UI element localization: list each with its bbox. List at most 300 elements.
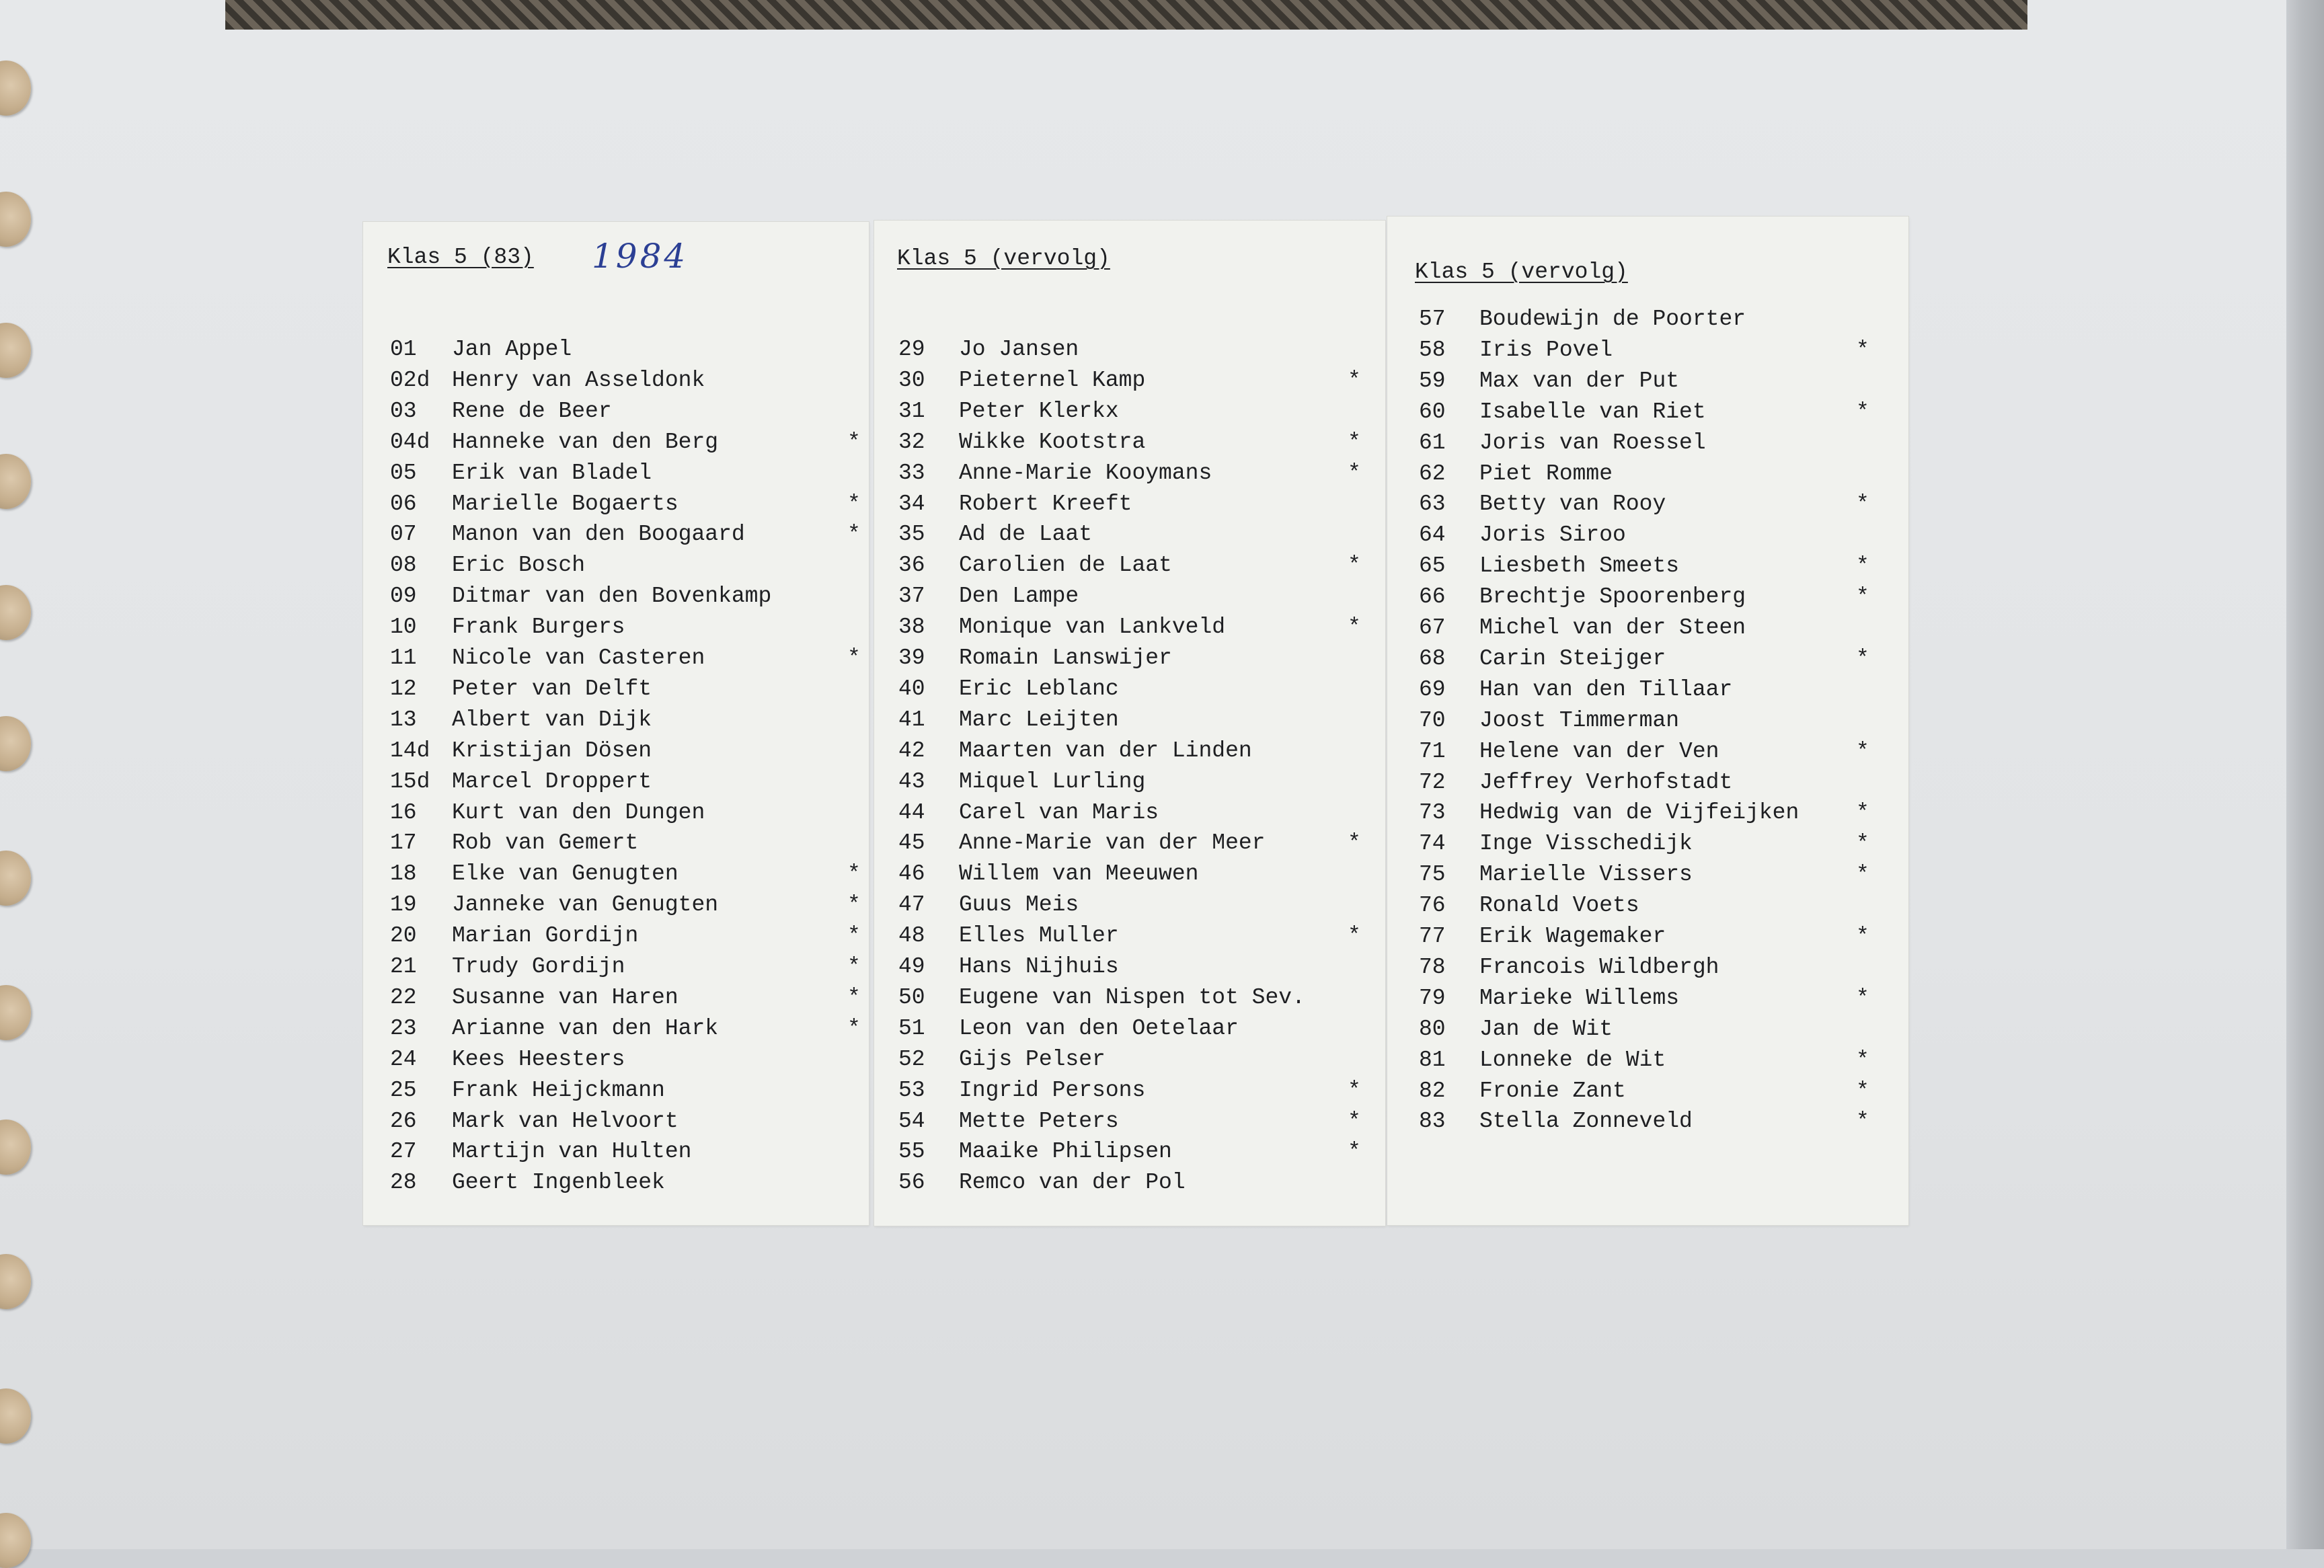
list-item [390, 771, 867, 797]
asterisk-mark: * [1348, 553, 1361, 578]
list-item [390, 369, 867, 396]
list-item [390, 709, 867, 736]
student-number: 28 [390, 1170, 417, 1195]
asterisk-mark: * [1856, 399, 1869, 424]
student-name: Jan de Wit [1479, 1016, 1613, 1042]
list-item [390, 647, 867, 674]
binder-ring [0, 192, 31, 247]
binder-ring [0, 1120, 31, 1175]
student-number: 77 [1419, 924, 1446, 949]
list-item [390, 925, 867, 951]
student-number: 57 [1419, 307, 1446, 331]
student-name: Janneke van Genugten [452, 892, 719, 918]
student-name: Francois Wildbergh [1479, 954, 1719, 980]
student-number: 70 [1419, 707, 1446, 733]
list-item [390, 1079, 867, 1106]
student-name: Piet Romme [1479, 461, 1613, 486]
asterisk-mark: * [847, 522, 861, 547]
asterisk-mark: * [1856, 985, 1869, 1011]
student-number: 01 [390, 337, 417, 362]
list-item [1419, 956, 1876, 983]
asterisk-mark: * [1856, 800, 1869, 826]
student-number: 52 [898, 1046, 925, 1072]
list-item [898, 523, 1368, 550]
student-number: 22 [390, 984, 417, 1010]
student-name: Carolien de Laat [959, 553, 1172, 578]
student-number: 71 [1419, 738, 1446, 764]
list-item [1419, 987, 1876, 1014]
student-name: Peter Klerkx [959, 398, 1119, 424]
student-number: 61 [1419, 430, 1446, 455]
student-name: Frank Burgers [452, 615, 625, 640]
student-number: 56 [898, 1170, 925, 1195]
student-name: Joris van Roessel [1479, 430, 1706, 455]
list-item [898, 678, 1368, 705]
student-number: 23 [390, 1015, 417, 1041]
asterisk-mark: * [847, 923, 861, 949]
binder-ring [0, 851, 31, 906]
student-name: Joris Siroo [1479, 522, 1626, 548]
list-item [390, 832, 867, 859]
student-name: Hanneke van den Berg [452, 429, 719, 455]
list-item [1419, 463, 1876, 489]
asterisk-mark: * [1856, 738, 1869, 764]
student-name: Maarten van der Linden [959, 738, 1252, 763]
list-item [390, 1140, 867, 1167]
student-name: Den Lampe [959, 584, 1079, 609]
list-item [390, 1017, 867, 1044]
student-number: 65 [1419, 553, 1446, 579]
list-item [898, 832, 1368, 859]
asterisk-mark: * [1348, 1108, 1361, 1134]
list-item [1419, 524, 1876, 551]
student-name: Brechtje Spoorenberg [1479, 584, 1746, 610]
student-name: Carel van Maris [959, 799, 1159, 825]
student-number: 39 [898, 645, 925, 670]
student-name: Rene de Beer [452, 398, 612, 424]
student-number: 12 [390, 676, 417, 701]
asterisk-mark: * [1348, 830, 1361, 856]
student-name: Mette Peters [959, 1108, 1119, 1134]
student-number: 43 [898, 769, 925, 794]
list-item [898, 709, 1368, 736]
handwritten-year: 1984 [592, 237, 689, 276]
list-item [898, 863, 1368, 890]
list-item [898, 585, 1368, 612]
student-number: 78 [1419, 954, 1446, 980]
student-number: 67 [1419, 615, 1446, 640]
student-number: 14d [390, 738, 430, 763]
list-item [898, 771, 1368, 797]
list-item [1419, 740, 1876, 767]
asterisk-mark: * [1856, 553, 1869, 579]
student-name: Nicole van Casteren [452, 645, 705, 670]
student-name: Monique van Lankveld [959, 615, 1226, 640]
list-item [898, 1171, 1368, 1198]
student-number: 74 [1419, 831, 1446, 857]
list-item [898, 1140, 1368, 1167]
student-number: 80 [1419, 1016, 1446, 1042]
asterisk-mark: * [847, 984, 861, 1010]
list-item [898, 338, 1368, 365]
list-item [390, 863, 867, 890]
list-item [898, 462, 1368, 489]
student-number: 21 [390, 954, 417, 979]
student-number: 36 [898, 553, 925, 578]
list-item [390, 894, 867, 920]
list-item [390, 1110, 867, 1137]
list-item [390, 616, 867, 643]
student-number: 75 [1419, 862, 1446, 888]
asterisk-mark: * [847, 645, 861, 670]
student-name: Iris Povel [1479, 337, 1613, 362]
student-name: Peter van Delft [452, 676, 652, 701]
list-item [898, 1048, 1368, 1075]
asterisk-mark: * [1856, 924, 1869, 949]
student-name: Marc Leijten [959, 707, 1119, 732]
student-number: 09 [390, 584, 417, 609]
student-name: Willem van Meeuwen [959, 861, 1199, 887]
student-name: Trudy Gordijn [452, 954, 625, 979]
student-name: Arianne van den Hark [452, 1015, 719, 1041]
student-name: Lonneke de Wit [1479, 1047, 1666, 1072]
student-name: Boudewijn de Poorter [1479, 307, 1746, 331]
binder-ring [0, 61, 31, 116]
student-number: 31 [898, 398, 925, 424]
student-name: Marian Gordijn [452, 923, 639, 949]
list-item [1419, 832, 1876, 859]
student-number: 35 [898, 522, 925, 547]
student-number: 19 [390, 892, 417, 918]
student-name: Stella Zonneveld [1479, 1109, 1693, 1134]
student-name: Romain Lanswijer [959, 645, 1172, 670]
student-number: 55 [898, 1139, 925, 1165]
asterisk-mark: * [847, 1015, 861, 1041]
student-name: Ingrid Persons [959, 1077, 1146, 1103]
asterisk-mark: * [847, 429, 861, 455]
list-item [1419, 925, 1876, 952]
student-number: 25 [390, 1077, 417, 1103]
list-item [1419, 801, 1876, 828]
list-item [1419, 1018, 1876, 1045]
student-name: Erik Wagemaker [1479, 924, 1666, 949]
list-item [390, 1171, 867, 1198]
student-number: 63 [1419, 492, 1446, 517]
list-item [390, 585, 867, 612]
student-name: Miquel Lurling [959, 769, 1146, 794]
list-item [898, 400, 1368, 427]
student-number: 81 [1419, 1047, 1446, 1072]
student-name: Ditmar van den Bovenkamp [452, 584, 772, 609]
list-item [898, 801, 1368, 828]
list-item [1419, 339, 1876, 366]
student-number: 38 [898, 615, 925, 640]
student-number: 62 [1419, 461, 1446, 486]
student-number: 41 [898, 707, 925, 732]
student-number: 33 [898, 460, 925, 485]
asterisk-mark: * [1348, 1077, 1361, 1103]
student-number: 59 [1419, 368, 1446, 393]
student-number: 03 [390, 398, 417, 424]
list-item [1419, 894, 1876, 921]
student-name: Rob van Gemert [452, 830, 639, 856]
student-name: Joost Timmerman [1479, 707, 1680, 733]
student-name: Frank Heijckmann [452, 1077, 665, 1103]
student-name: Eric Bosch [452, 553, 586, 578]
student-number: 40 [898, 676, 925, 701]
photo-strip [225, 0, 2027, 30]
student-number: 06 [390, 491, 417, 516]
student-number: 17 [390, 830, 417, 856]
student-number: 79 [1419, 985, 1446, 1011]
binder-ring [0, 985, 31, 1040]
student-name: Marcel Droppert [452, 769, 652, 794]
list-item [898, 369, 1368, 396]
binder-ring [0, 323, 31, 378]
list-item [390, 462, 867, 489]
student-number: 44 [898, 799, 925, 825]
list-item [1419, 1080, 1876, 1107]
student-number: 11 [390, 645, 417, 670]
list-item [898, 894, 1368, 920]
student-name: Jeffrey Verhofstadt [1479, 769, 1733, 795]
student-number: 24 [390, 1046, 417, 1072]
list-item [1419, 863, 1876, 890]
binder-ring [0, 1254, 31, 1309]
student-number: 49 [898, 954, 925, 979]
student-name: Mark van Helvoort [452, 1108, 679, 1134]
student-number: 76 [1419, 893, 1446, 918]
list-item [1419, 308, 1876, 335]
asterisk-mark: * [847, 491, 861, 516]
list-item [898, 955, 1368, 982]
student-name: Leon van den Oetelaar [959, 1015, 1239, 1041]
list-item [1419, 370, 1876, 397]
list-item [390, 801, 867, 828]
list-item [898, 493, 1368, 520]
binder-ring [0, 716, 31, 771]
list-item [390, 678, 867, 705]
asterisk-mark: * [1856, 492, 1869, 517]
list-item [898, 1079, 1368, 1106]
student-name: Inge Visschedijk [1479, 831, 1693, 857]
student-name: Helene van der Ven [1479, 738, 1719, 764]
student-name: Ad de Laat [959, 522, 1093, 547]
list-item [390, 740, 867, 767]
student-name: Carin Steijger [1479, 645, 1666, 671]
student-number: 20 [390, 923, 417, 949]
student-name: Isabelle van Riet [1479, 399, 1706, 424]
list-item [390, 400, 867, 427]
student-name: Kristijan Dösen [452, 738, 652, 763]
list-item [1419, 1110, 1876, 1137]
student-number: 68 [1419, 645, 1446, 671]
student-name: Henry van Asseldonk [452, 367, 705, 393]
asterisk-mark: * [1348, 1139, 1361, 1165]
student-name: Ronald Voets [1479, 893, 1639, 918]
column-1-heading: Klas 5 (83) [387, 245, 534, 270]
list-item [1419, 678, 1876, 705]
student-number: 26 [390, 1108, 417, 1134]
list-item [898, 740, 1368, 767]
student-name: Marieke Willems [1479, 985, 1680, 1011]
asterisk-mark: * [1348, 429, 1361, 455]
student-number: 46 [898, 861, 925, 887]
list-item [1419, 555, 1876, 582]
student-name: Kees Heesters [452, 1046, 625, 1072]
binder-ring [0, 454, 31, 509]
student-number: 53 [898, 1077, 925, 1103]
binder-ring [0, 585, 31, 640]
student-number: 27 [390, 1139, 417, 1165]
student-name: Marielle Bogaerts [452, 491, 679, 516]
asterisk-mark: * [1856, 645, 1869, 671]
student-number: 69 [1419, 676, 1446, 702]
list-item [898, 431, 1368, 458]
list-item [1419, 709, 1876, 736]
list-item [1419, 645, 1876, 674]
list-item [390, 338, 867, 365]
student-number: 64 [1419, 522, 1446, 548]
student-number: 15d [390, 769, 430, 794]
asterisk-mark: * [1348, 460, 1361, 485]
asterisk-mark: * [1856, 1078, 1869, 1103]
student-number: 83 [1419, 1109, 1446, 1134]
student-number: 66 [1419, 584, 1446, 610]
student-number: 34 [898, 491, 925, 516]
asterisk-mark: * [1348, 923, 1361, 949]
student-name: Eric Leblanc [959, 676, 1119, 701]
student-name: Albert van Dijk [452, 707, 652, 732]
student-name: Elke van Genugten [452, 861, 679, 887]
list-item [1419, 432, 1876, 459]
list-item [390, 431, 867, 458]
student-name: Geert Ingenbleek [452, 1170, 665, 1195]
student-name: Gijs Pelser [959, 1046, 1106, 1072]
student-name: Hedwig van de Vijfeijken [1479, 800, 1799, 826]
student-number: 02d [390, 367, 430, 393]
student-name: Manon van den Boogaard [452, 522, 745, 547]
student-name: Liesbeth Smeets [1479, 553, 1680, 579]
asterisk-mark: * [1856, 831, 1869, 857]
list-item [390, 554, 867, 581]
student-number: 29 [898, 337, 925, 362]
list-item [898, 616, 1368, 643]
list-item [390, 523, 867, 550]
student-name: Eugene van Nispen tot Sev. [959, 984, 1305, 1010]
student-name: Susanne van Haren [452, 984, 679, 1010]
student-number: 51 [898, 1015, 925, 1041]
student-number: 72 [1419, 769, 1446, 795]
list-item [1419, 586, 1876, 613]
asterisk-mark: * [1856, 584, 1869, 610]
list-item [898, 554, 1368, 581]
student-number: 47 [898, 892, 925, 918]
binder-ring [0, 1388, 31, 1444]
student-number: 45 [898, 830, 925, 856]
student-name: Guus Meis [959, 892, 1079, 918]
student-number: 13 [390, 707, 417, 732]
student-number: 50 [898, 984, 925, 1010]
column-2-heading: Klas 5 (vervolg) [897, 246, 1110, 271]
student-name: Marielle Vissers [1479, 862, 1693, 888]
list-item [898, 986, 1368, 1013]
student-name: Hans Nijhuis [959, 954, 1119, 979]
student-name: Martijn van Hulten [452, 1139, 692, 1165]
student-number: 32 [898, 429, 925, 455]
student-name: Pieternel Kamp [959, 367, 1146, 393]
student-name: Elles Muller [959, 923, 1119, 949]
column-3-heading: Klas 5 (vervolg) [1415, 260, 1628, 284]
list-item [390, 986, 867, 1013]
binder-rings [0, 0, 35, 1549]
student-name: Han van den Tillaar [1479, 676, 1733, 702]
student-number: 48 [898, 923, 925, 949]
asterisk-mark: * [847, 892, 861, 918]
list-item [1419, 1049, 1876, 1076]
student-number: 37 [898, 584, 925, 609]
student-name: Kurt van den Dungen [452, 799, 705, 825]
page-edge [2286, 0, 2324, 1549]
list-item [898, 1110, 1368, 1137]
student-number: 05 [390, 460, 417, 485]
student-number: 60 [1419, 399, 1446, 424]
asterisk-mark: * [847, 861, 861, 887]
list-item [1419, 493, 1876, 520]
student-name: Robert Kreeft [959, 491, 1132, 516]
list-item [898, 1017, 1368, 1044]
binder-ring [0, 1513, 31, 1568]
student-number: 04d [390, 429, 430, 455]
student-number: 10 [390, 615, 417, 640]
student-number: 16 [390, 799, 417, 825]
list-item [1419, 401, 1876, 428]
student-number: 58 [1419, 337, 1446, 362]
list-item [390, 493, 867, 520]
student-name: Maaike Philipsen [959, 1139, 1172, 1165]
asterisk-mark: * [1348, 615, 1361, 640]
student-number: 73 [1419, 800, 1446, 826]
student-number: 82 [1419, 1078, 1446, 1103]
student-number: 54 [898, 1108, 925, 1134]
list-item [898, 925, 1368, 951]
student-name: Erik van Bladel [452, 460, 652, 485]
student-number: 42 [898, 738, 925, 763]
student-number: 07 [390, 522, 417, 547]
asterisk-mark: * [1856, 1109, 1869, 1134]
asterisk-mark: * [847, 954, 861, 979]
list-item [898, 647, 1368, 674]
list-item [390, 955, 867, 982]
student-name: Max van der Put [1479, 368, 1680, 393]
asterisk-mark: * [1348, 367, 1361, 393]
student-number: 18 [390, 861, 417, 887]
list-item [1419, 617, 1876, 643]
list-item [390, 1048, 867, 1075]
student-name: Jan Appel [452, 337, 572, 362]
student-name: Michel van der Steen [1479, 615, 1746, 640]
asterisk-mark: * [1856, 862, 1869, 888]
student-number: 30 [898, 367, 925, 393]
student-number: 08 [390, 553, 417, 578]
student-name: Remco van der Pol [959, 1170, 1186, 1195]
student-name: Anne-Marie Kooymans [959, 460, 1212, 485]
student-name: Jo Jansen [959, 337, 1079, 362]
student-name: Fronie Zant [1479, 1078, 1626, 1103]
asterisk-mark: * [1856, 337, 1869, 362]
student-name: Wikke Kootstra [959, 429, 1146, 455]
student-name: Betty van Rooy [1479, 492, 1666, 517]
